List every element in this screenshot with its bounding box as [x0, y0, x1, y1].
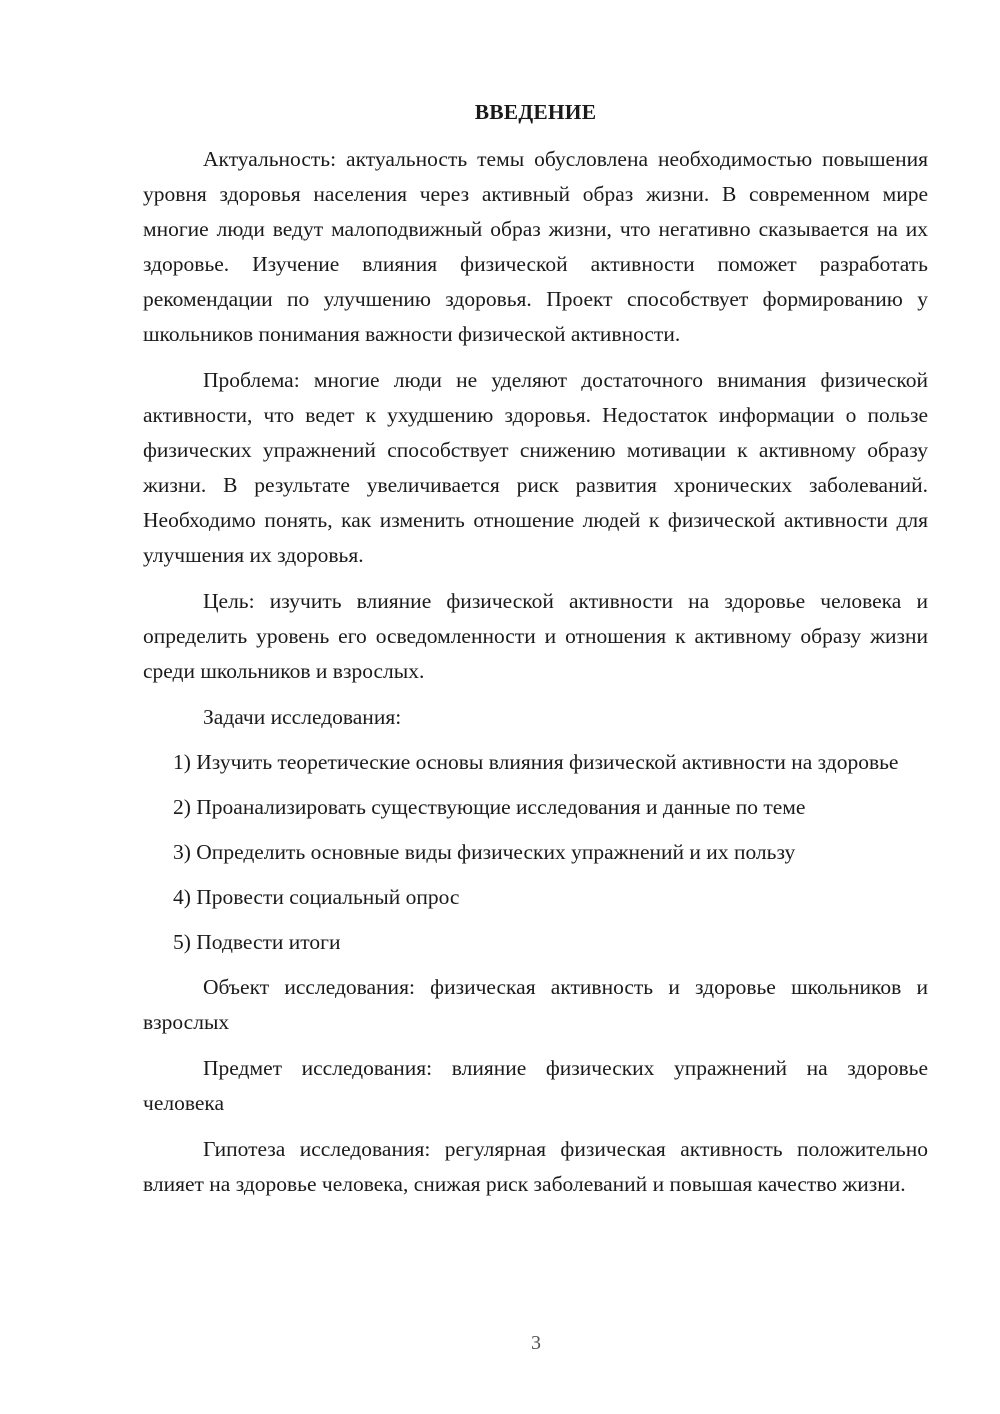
relevance-paragraph: Актуальность: актуальность темы обусловлена необходимостью повышения уровня здоровья населения через активный образ жизни. В современном мире многие люди ведут малоподвижный образ жизни, что негативно сказывается на их здоровье. Изучение влияния физической активности поможет разработать рекомендации по улучшению здоровья. Проект способствует формированию у школьников понимания важности физической активности. [143, 147, 928, 346]
task-item-4: 4) Провести социальный опрос [173, 885, 460, 909]
task-item-2: 2) Проанализировать существующие исследования и данные по теме [173, 795, 806, 819]
tasks-heading: Задачи исследования: [203, 705, 402, 729]
section-heading: ВВЕДЕНИЕ [474, 100, 597, 124]
goal-paragraph: Цель: изучить влияние физической активности на здоровье человека и определить уровень его осведомленности и отношения к активному образу жизни среди школьников и взрослых. [143, 589, 928, 683]
task-item-5: 5) Подвести итоги [173, 930, 341, 954]
page-number: 3 [531, 1332, 541, 1354]
subject-paragraph: Предмет исследования: влияние физических упражнений на здоровье человека [143, 1056, 928, 1115]
task-item-1: 1) Изучить теоретические основы влияния физической активности на здоровье [173, 750, 899, 774]
hypothesis-paragraph: Гипотеза исследования: регулярная физическая активность положительно влияет на здоровье человека, снижая риск заболеваний и повышая качество жизни. [143, 1137, 928, 1196]
problem-paragraph: Проблема: многие люди не уделяют достаточного внимания физической активности, что ведет к ухудшению здоровья. Недостаток информации о пользе физических упражнений способствует снижению мотивации к активному образу жизни. В результате увеличивается риск развития хронических заболеваний. Необходимо понять, как изменить отношение людей к физической активности для улучшения их здоровья. [143, 368, 928, 567]
task-item-3: 3) Определить основные виды физических упражнений и их пользу [173, 840, 796, 864]
page-content [143, 95, 928, 1213]
object-paragraph: Объект исследования: физическая активность и здоровье школьников и взрослых [143, 975, 928, 1034]
